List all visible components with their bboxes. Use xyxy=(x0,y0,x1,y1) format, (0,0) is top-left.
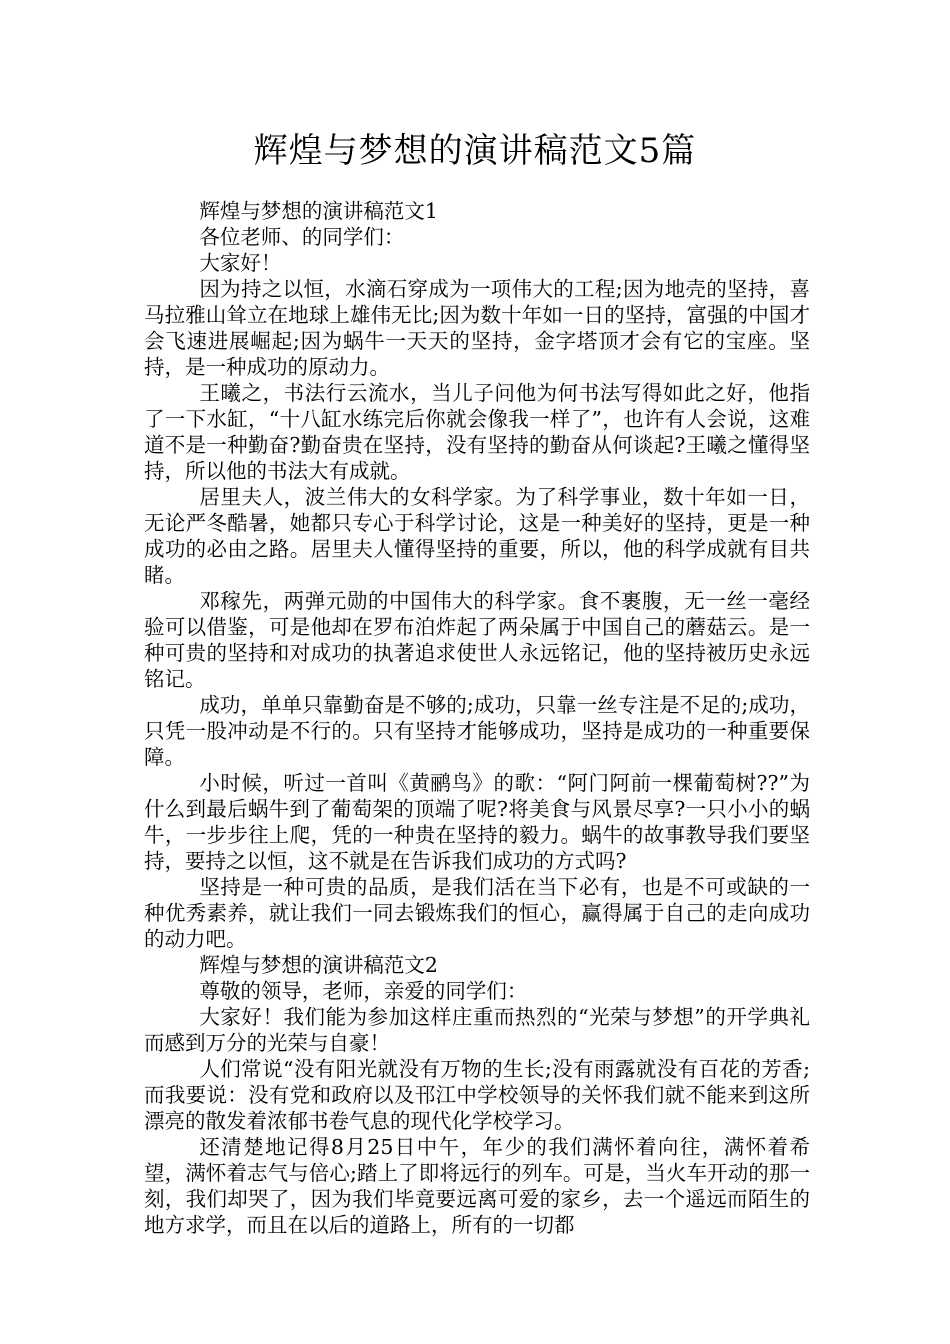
salutation: 大家好！ xyxy=(199,251,282,275)
section-heading: 辉煌与梦想的演讲稿范文2 xyxy=(199,953,438,977)
document-title: 辉煌与梦想的演讲稿范文5篇 xyxy=(253,131,697,171)
body-paragraph: 还清楚地记得8月25日中午，年少的我们满怀着向往，满怀着希望，满怀着志气与倍心;踏上了即将远行的列车。可是，当火车开动的那一刻，我们却哭了，因为我们毕竟要远离可爱的家乡，去一个遥远而陌生的地方求学，而且在以后的道路上，所有的一切都 xyxy=(144,1135,810,1237)
body-paragraph: 坚持是一种可贵的品质，是我们活在当下必有，也是不可或缺的一种优秀素养，就让我们一同去锻炼我们的恒心，赢得属于自己的走向成功的动力吧。 xyxy=(144,875,810,951)
body-paragraph: 大家好！我们能为参加这样庄重而热烈的“光荣与梦想”的开学典礼而感到万分的光荣与自豪！ xyxy=(144,1005,810,1055)
body-paragraph: 因为持之以恒，水滴石穿成为一项伟大的工程;因为地壳的坚持，喜马拉雅山耸立在地球上雄伟无比;因为数十年如一日的坚持，富强的中国才会飞速进展崛起;因为蜗牛一天天的坚持，金字塔顶才会有它的宝座。坚持，是一种成功的原动力。 xyxy=(144,277,810,379)
body-paragraph: 邓稼先，两弹元勋的中国伟大的科学家。食不裹腹，无一丝一毫经验可以借鉴，可是他却在罗布泊炸起了两朵属于中国自己的蘑菇云。是一种可贵的坚持和对成功的执著追求使世人永远铭记，他的坚持被历史永远铭记。 xyxy=(144,589,810,691)
body-paragraph: 成功，单单只靠勤奋是不够的;成功，只靠一丝专注是不足的;成功，只凭一股冲动是不行的。只有坚持才能够成功，坚持是成功的一种重要保障。 xyxy=(144,693,810,769)
salutation: 各位老师、的同学们： xyxy=(199,225,405,249)
document-body xyxy=(144,198,810,1238)
section-heading: 辉煌与梦想的演讲稿范文1 xyxy=(199,199,438,223)
body-paragraph: 居里夫人，波兰伟大的女科学家。为了科学事业，数十年如一日，无论严冬酷暑，她都只专心于科学讨论，这是一种美好的坚持，更是一种成功的必由之路。居里夫人懂得坚持的重要，所以，他的科学成就有目共睹。 xyxy=(144,485,810,587)
salutation: 尊敬的领导，老师，亲爱的同学们： xyxy=(199,979,528,1003)
body-paragraph: 王曦之，书法行云流水，当儿子问他为何书法写得如此之好，他指了一下水缸，“十八缸水练完后你就会像我一样了”，也许有人会说，这难道不是一种勤奋?勤奋贵在坚持，没有坚持的勤奋从何谈起?王曦之懂得坚持，所以他的书法大有成就。 xyxy=(144,381,810,483)
body-paragraph: 人们常说“没有阳光就没有万物的生长;没有雨露就没有百花的芳香;而我要说：没有党和政府以及邗江中学校领导的关怀我们就不能来到这所漂亮的散发着浓郁书卷气息的现代化学校学习。 xyxy=(144,1057,810,1133)
body-paragraph: 小时候，听过一首叫《黄鹂鸟》的歌：“阿门阿前一棵葡萄树??”为什么到最后蜗牛到了葡萄架的顶端了呢?将美食与风景尽享?一只小小的蜗牛，一步步往上爬，凭的一种贵在坚持的毅力。蜗牛的故事教导我们要坚持，要持之以恒，这不就是在告诉我们成功的方式吗? xyxy=(144,771,810,873)
